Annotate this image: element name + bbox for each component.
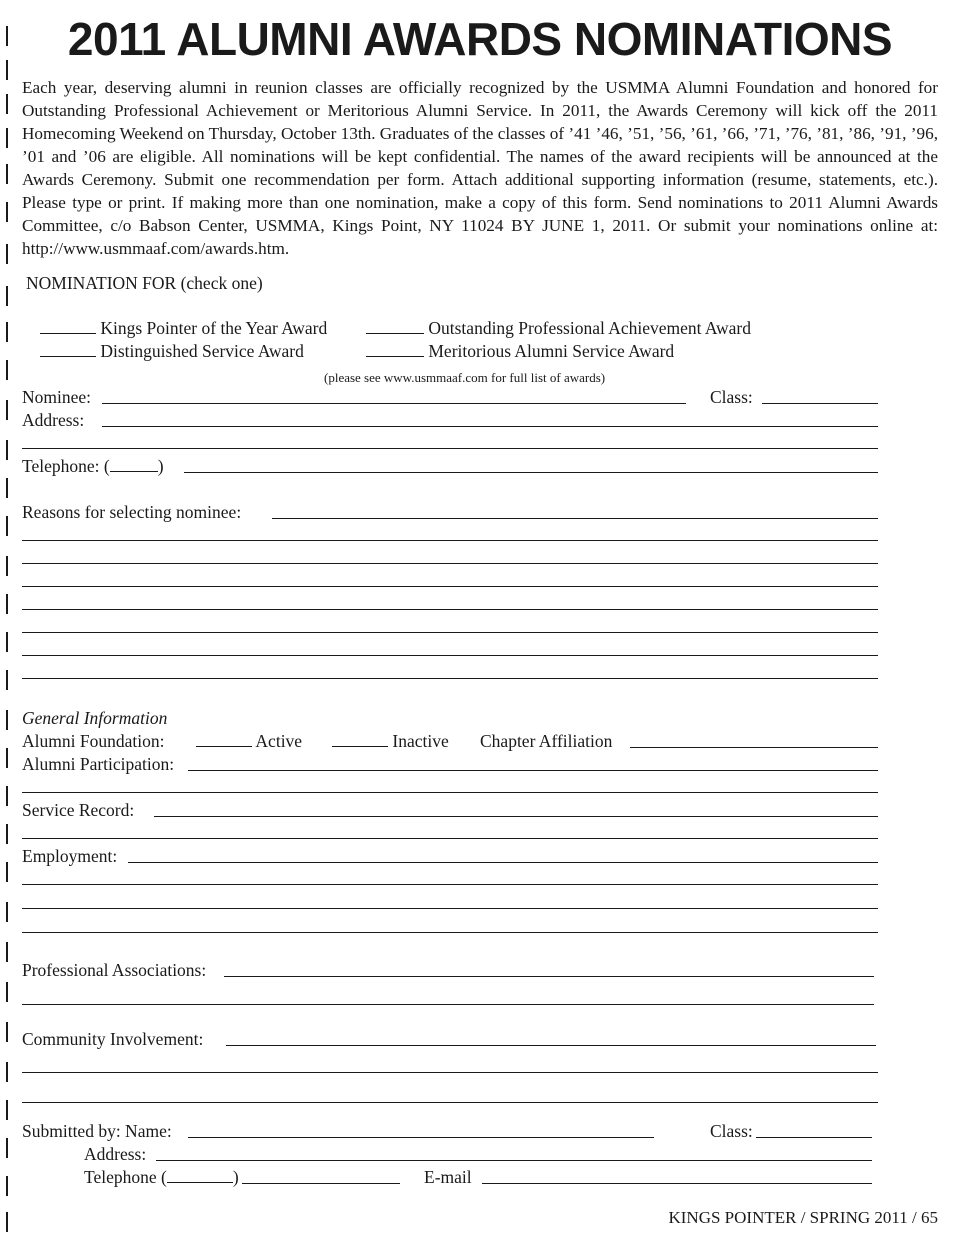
alumni-foundation-row (22, 730, 164, 752)
address-line-2[interactable] (22, 448, 878, 449)
submitted-address-line[interactable] (156, 1160, 872, 1161)
check-blank[interactable] (366, 325, 424, 334)
reasons-line-5[interactable] (22, 609, 878, 610)
inactive-option[interactable] (332, 730, 449, 752)
active-blank[interactable] (196, 732, 252, 747)
telephone-line[interactable] (184, 472, 878, 473)
inactive-blank[interactable] (332, 732, 388, 747)
nominee-line[interactable] (102, 403, 686, 404)
service-record-line-2[interactable] (22, 838, 878, 839)
professional-line-2[interactable] (22, 1004, 874, 1005)
submitted-address-label: Address: (84, 1144, 147, 1164)
employment-line-3[interactable] (22, 908, 878, 909)
address-label: Address: (22, 410, 85, 430)
telephone-field (22, 455, 164, 477)
email-line[interactable] (482, 1183, 872, 1184)
reasons-line-7[interactable] (22, 655, 878, 656)
employment-label: Employment: (22, 846, 118, 866)
page-title: 2011 ALUMNI AWARDS NOMINATIONS (67, 13, 893, 65)
inactive-label: Inactive (392, 731, 449, 751)
address-line[interactable] (102, 426, 878, 427)
check-blank[interactable] (366, 348, 424, 357)
submitted-class-label: Class: (710, 1121, 753, 1141)
option-meritorious[interactable] (366, 340, 674, 362)
option-label: Distinguished Service Award (100, 341, 304, 361)
option-label: Kings Pointer of the Year Award (100, 318, 328, 338)
submitted-telephone-field (84, 1166, 239, 1188)
option-kings-pointer[interactable] (40, 317, 327, 339)
professional-line[interactable] (224, 976, 874, 977)
reasons-line-3[interactable] (22, 563, 878, 564)
active-option[interactable] (196, 730, 302, 752)
reasons-label: Reasons for selecting nominee: (22, 502, 242, 522)
check-blank[interactable] (40, 319, 96, 334)
participation-label: Alumni Participation: (22, 754, 175, 774)
submitted-class-line[interactable] (756, 1137, 872, 1138)
reasons-line-8[interactable] (22, 678, 878, 679)
margin-ticks (6, 0, 10, 1246)
submitted-telephone-label: Telephone ( (84, 1167, 167, 1187)
paren-close: ) (157, 456, 164, 476)
option-label: Meritorious Alumni Service Award (428, 341, 675, 361)
reasons-line-4[interactable] (22, 586, 878, 587)
chapter-label: Chapter Affiliation (480, 731, 613, 751)
employment-line-2[interactable] (22, 884, 878, 885)
community-line[interactable] (226, 1045, 876, 1046)
chapter-line[interactable] (630, 747, 878, 748)
option-distinguished[interactable] (40, 340, 304, 362)
class-line[interactable] (762, 403, 878, 404)
class-label: Class: (710, 387, 753, 407)
nomination-form-page (22, 0, 938, 1246)
awards-note: (please see www.usmmaaf.com for full list of awards) (324, 370, 606, 385)
participation-line[interactable] (188, 770, 878, 771)
telephone-label: Telephone: ( (22, 456, 110, 476)
option-label: Outstanding Professional Achievement Award (428, 318, 751, 338)
service-record-line[interactable] (154, 816, 878, 817)
paren-close: ) (232, 1167, 239, 1187)
submitted-area-code-blank[interactable] (167, 1168, 233, 1183)
community-line-3[interactable] (22, 1102, 878, 1103)
service-record-label: Service Record: (22, 800, 135, 820)
employment-line-4[interactable] (22, 932, 878, 933)
reasons-line[interactable] (272, 518, 878, 519)
employment-line[interactable] (128, 862, 878, 863)
area-code-blank[interactable] (110, 457, 158, 472)
participation-line-2[interactable] (22, 792, 878, 793)
nominee-label: Nominee: (22, 387, 92, 407)
check-blank[interactable] (40, 342, 96, 357)
option-outstanding[interactable] (366, 317, 751, 339)
nomination-heading: NOMINATION FOR (check one) (26, 273, 263, 293)
page-footer: KINGS POINTER / SPRING 2011 / 65 (668, 1208, 938, 1227)
professional-label: Professional Associations: (22, 960, 207, 980)
reasons-line-2[interactable] (22, 540, 878, 541)
community-label: Community Involvement: (22, 1029, 204, 1049)
general-info-heading: General Information (22, 708, 168, 728)
submitted-name-line[interactable] (188, 1137, 654, 1138)
reasons-line-6[interactable] (22, 632, 878, 633)
intro-paragraph: Each year, deserving alumni in reunion classes are officially recognized by the USMMA Alumni Foundation and honored for Outstanding Professional Achievement or Meritorious Alumni Service. In 2011, the Awards Ceremony will kick off the 2011 Homecoming Weekend on Thursday, October 13th. Graduates of the classes of ’41 ’46, ’51, ’56, ’61, ’66, ’71, ’76, ’81, ’86, ’91, ’96, ’01 and ’06 are eligible. All nominations will be kept confidential. The names of the award recipients will be announced at the Awards Ceremony. Submit one recommendation per form. Attach additional supporting information (resume, statements, etc.). Please type or print. If making more than one nomination, make a copy of this form. Send nominations to 2011 Alumni Awards Committee, c/o Babson Center, USMMA, Kings Point, NY 11024 BY JUNE 1, 2011. Or submit your nominations online at: http://www.usmmaaf.com/awards.htm. (22, 78, 938, 258)
submitted-telephone-line[interactable] (242, 1183, 400, 1184)
active-label: Active (255, 731, 303, 751)
email-label: E-mail (424, 1167, 472, 1187)
submitted-name-label: Submitted by: Name: (22, 1121, 172, 1141)
community-line-2[interactable] (22, 1072, 878, 1073)
alumni-foundation-label: Alumni Foundation: (22, 731, 165, 751)
